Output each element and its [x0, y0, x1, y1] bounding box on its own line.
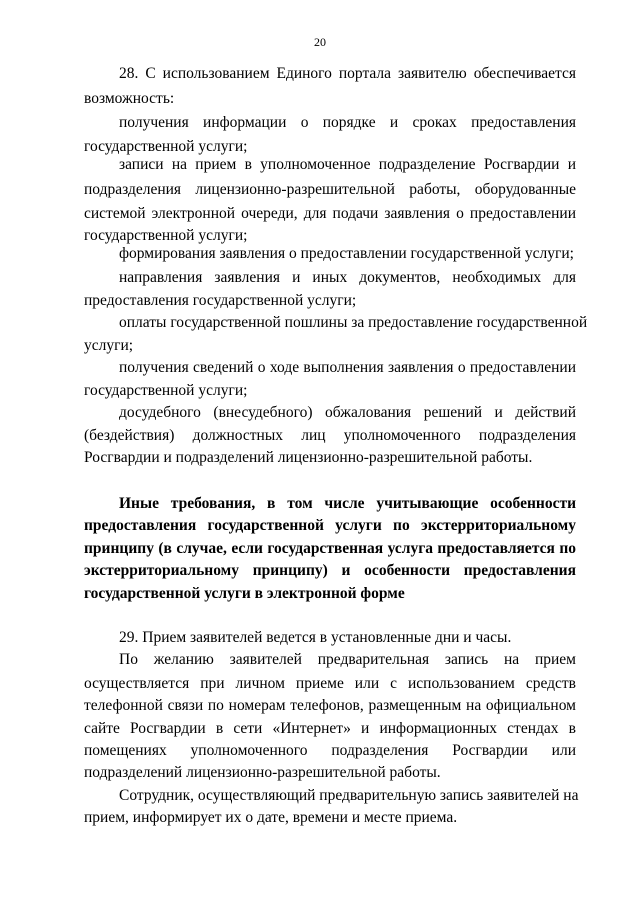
- list-item-4-line-1: направления заявления и иных документов, необходимых для: [119, 269, 576, 286]
- appointment-paragraph-line-1: По желанию заявителей предварительная запись на прием: [119, 651, 576, 668]
- list-item-6-line-1: получения сведений о ходе выполнения заявления о предоставлении: [119, 359, 576, 376]
- employee-paragraph-line-1: Сотрудник, осуществляющий предварительную запись заявителей на: [119, 787, 579, 804]
- section-heading-line-2: предоставления государственной услуги по экстерриториальному: [84, 517, 576, 534]
- list-item-2-line-4: государственной услуги;: [84, 227, 248, 244]
- section-heading-line-3: принципу (в случае, если государственная услуга предоставляется по: [84, 540, 576, 557]
- employee-paragraph-line-2: прием, информирует их о дате, времени и месте приема.: [84, 809, 458, 826]
- section-heading-line-4: экстерриториальному принципу) и особенности предоставления: [84, 562, 576, 579]
- list-item-1-line-1: получения информации о порядке и сроках предоставления: [119, 114, 576, 131]
- paragraph-29-line-1: 29. Прием заявителей ведется в установленные дни и часы.: [119, 629, 512, 646]
- list-item-7-line-3: Росгвардии и подразделений лицензионно-разрешительной работы.: [84, 449, 533, 466]
- list-item-7-line-2: (бездействия) должностных лиц уполномоченного подразделения: [84, 427, 576, 444]
- section-heading-line-5: государственной услуги в электронной форме: [84, 585, 405, 602]
- list-item-7-line-1: досудебного (внесудебного) обжалования решений и действий: [119, 404, 576, 421]
- appointment-paragraph-line-6: подразделений лицензионно-разрешительной работы.: [84, 764, 441, 781]
- appointment-paragraph-line-2: осуществляется при личном приеме или с использованием средств: [84, 675, 576, 692]
- list-item-2-line-2: подразделения лицензионно-разрешительной работы, оборудованные: [84, 181, 576, 198]
- list-item-2-line-1: записи на прием в уполномоченное подразделение Росгвардии и: [119, 156, 576, 173]
- paragraph-28-line-2: возможность:: [84, 90, 175, 107]
- paragraph-28-line-1: 28. С использованием Единого портала заявителю обеспечивается: [119, 65, 576, 82]
- appointment-paragraph-line-5: помещениях уполномоченного подразделения Росгвардии или: [84, 742, 576, 759]
- appointment-paragraph-line-3: телефонной связи по номерам телефонов, размещенным на официальном: [84, 697, 576, 714]
- list-item-5-line-1: оплаты государственной пошлины за предоставление государственной: [119, 314, 588, 331]
- section-heading-line-1: Иные требования, в том числе учитывающие особенности: [119, 495, 576, 512]
- list-item-2-line-3: системой электронной очереди, для подачи заявления о предоставлении: [84, 205, 576, 222]
- list-item-4-line-2: предоставления государственной услуги;: [84, 292, 357, 309]
- appointment-paragraph-line-4: сайте Росгвардии в сети «Интернет» и информационных стендах в: [84, 720, 576, 737]
- page-number: 20: [314, 35, 326, 49]
- list-item-5-line-2: услуги;: [84, 337, 134, 354]
- list-item-1-line-2: государственной услуги;: [84, 138, 248, 155]
- list-item-6-line-2: государственной услуги;: [84, 382, 248, 399]
- list-item-3-line-1: формирования заявления о предоставлении государственной услуги;: [119, 245, 574, 262]
